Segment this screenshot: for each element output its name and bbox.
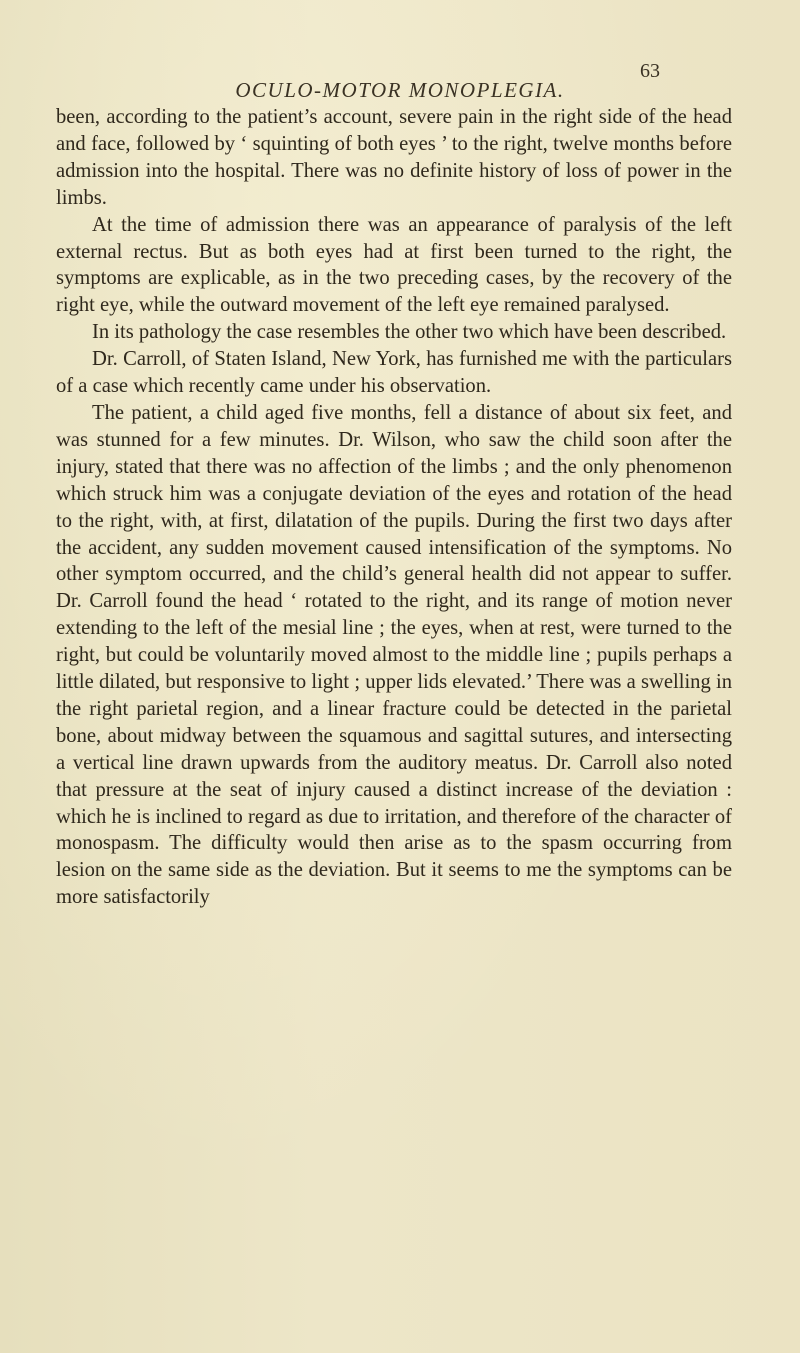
paragraph-case-description: The patient, a child aged five months, fell a distance of about six feet, and was stunned for a few minutes. Dr. Wilson, who saw the child soon after the injury, stated that there was no affection of the limbs ; and the only phenomenon which struck him was a conjugate deviation of the eyes and rotation of the head to the right, with, at first, dilatation of the pupils. During the first two days after the accident, any sudden movement caused intensification of the symptoms. No other symptom occurred, and the child’s general health did not appear to suffer. Dr. Carroll found the head ‘ rotated to the right, and its range of motion never extending to the left of the mesial line ; the eyes, when at rest, were turned to the right, but could be voluntarily moved almost to the middle line ; pupils perhaps a little dilated, but responsive to light ; upper lids elevated.’ There was a swelling in the right parietal region, and a linear fracture could be detected in the parietal bone, about midway between the squamous and sagittal sutures, and intersecting a vertical line drawn upwards from the auditory meatus. Dr. Carroll also noted that pressure at the seat of injury caused a distinct increase of the deviation : which he is inclined to regard as due to irritation, and therefore of the character of monospasm. The difficulty would then arise as to the spasm occurring from lesion on the same side as the deviation. But it seems to me the symptoms can be more satisfactorily: [56, 401, 732, 909]
page-number: 63: [640, 60, 660, 82]
body-text: [56, 104, 732, 911]
running-title: OCULO-MOTOR MONOPLEGIA.: [235, 78, 565, 102]
paragraph-continuation: been, according to the patient’s account, severe pain in the right side of the head and face, followed by ‘ squinting of both eyes ’ to the right, twelve months before admission into the hospital. There was no definite history of loss of power in the limbs.: [56, 106, 732, 209]
paragraph-carroll-intro: Dr. Carroll, of Staten Island, New York, has furnished me with the particulars of a case which recently came under his observation.: [56, 348, 732, 398]
paragraph-admission: At the time of admission there was an appearance of paralysis of the left external rectus. But as both eyes had at first been turned to the right, the symptoms are explicable, as in the two preceding cases, by the recovery of the right eye, while the outward movement of the left eye remained paralysed.: [56, 213, 732, 317]
paragraph-pathology: In its pathology the case resembles the other two which have been described.: [92, 321, 727, 344]
